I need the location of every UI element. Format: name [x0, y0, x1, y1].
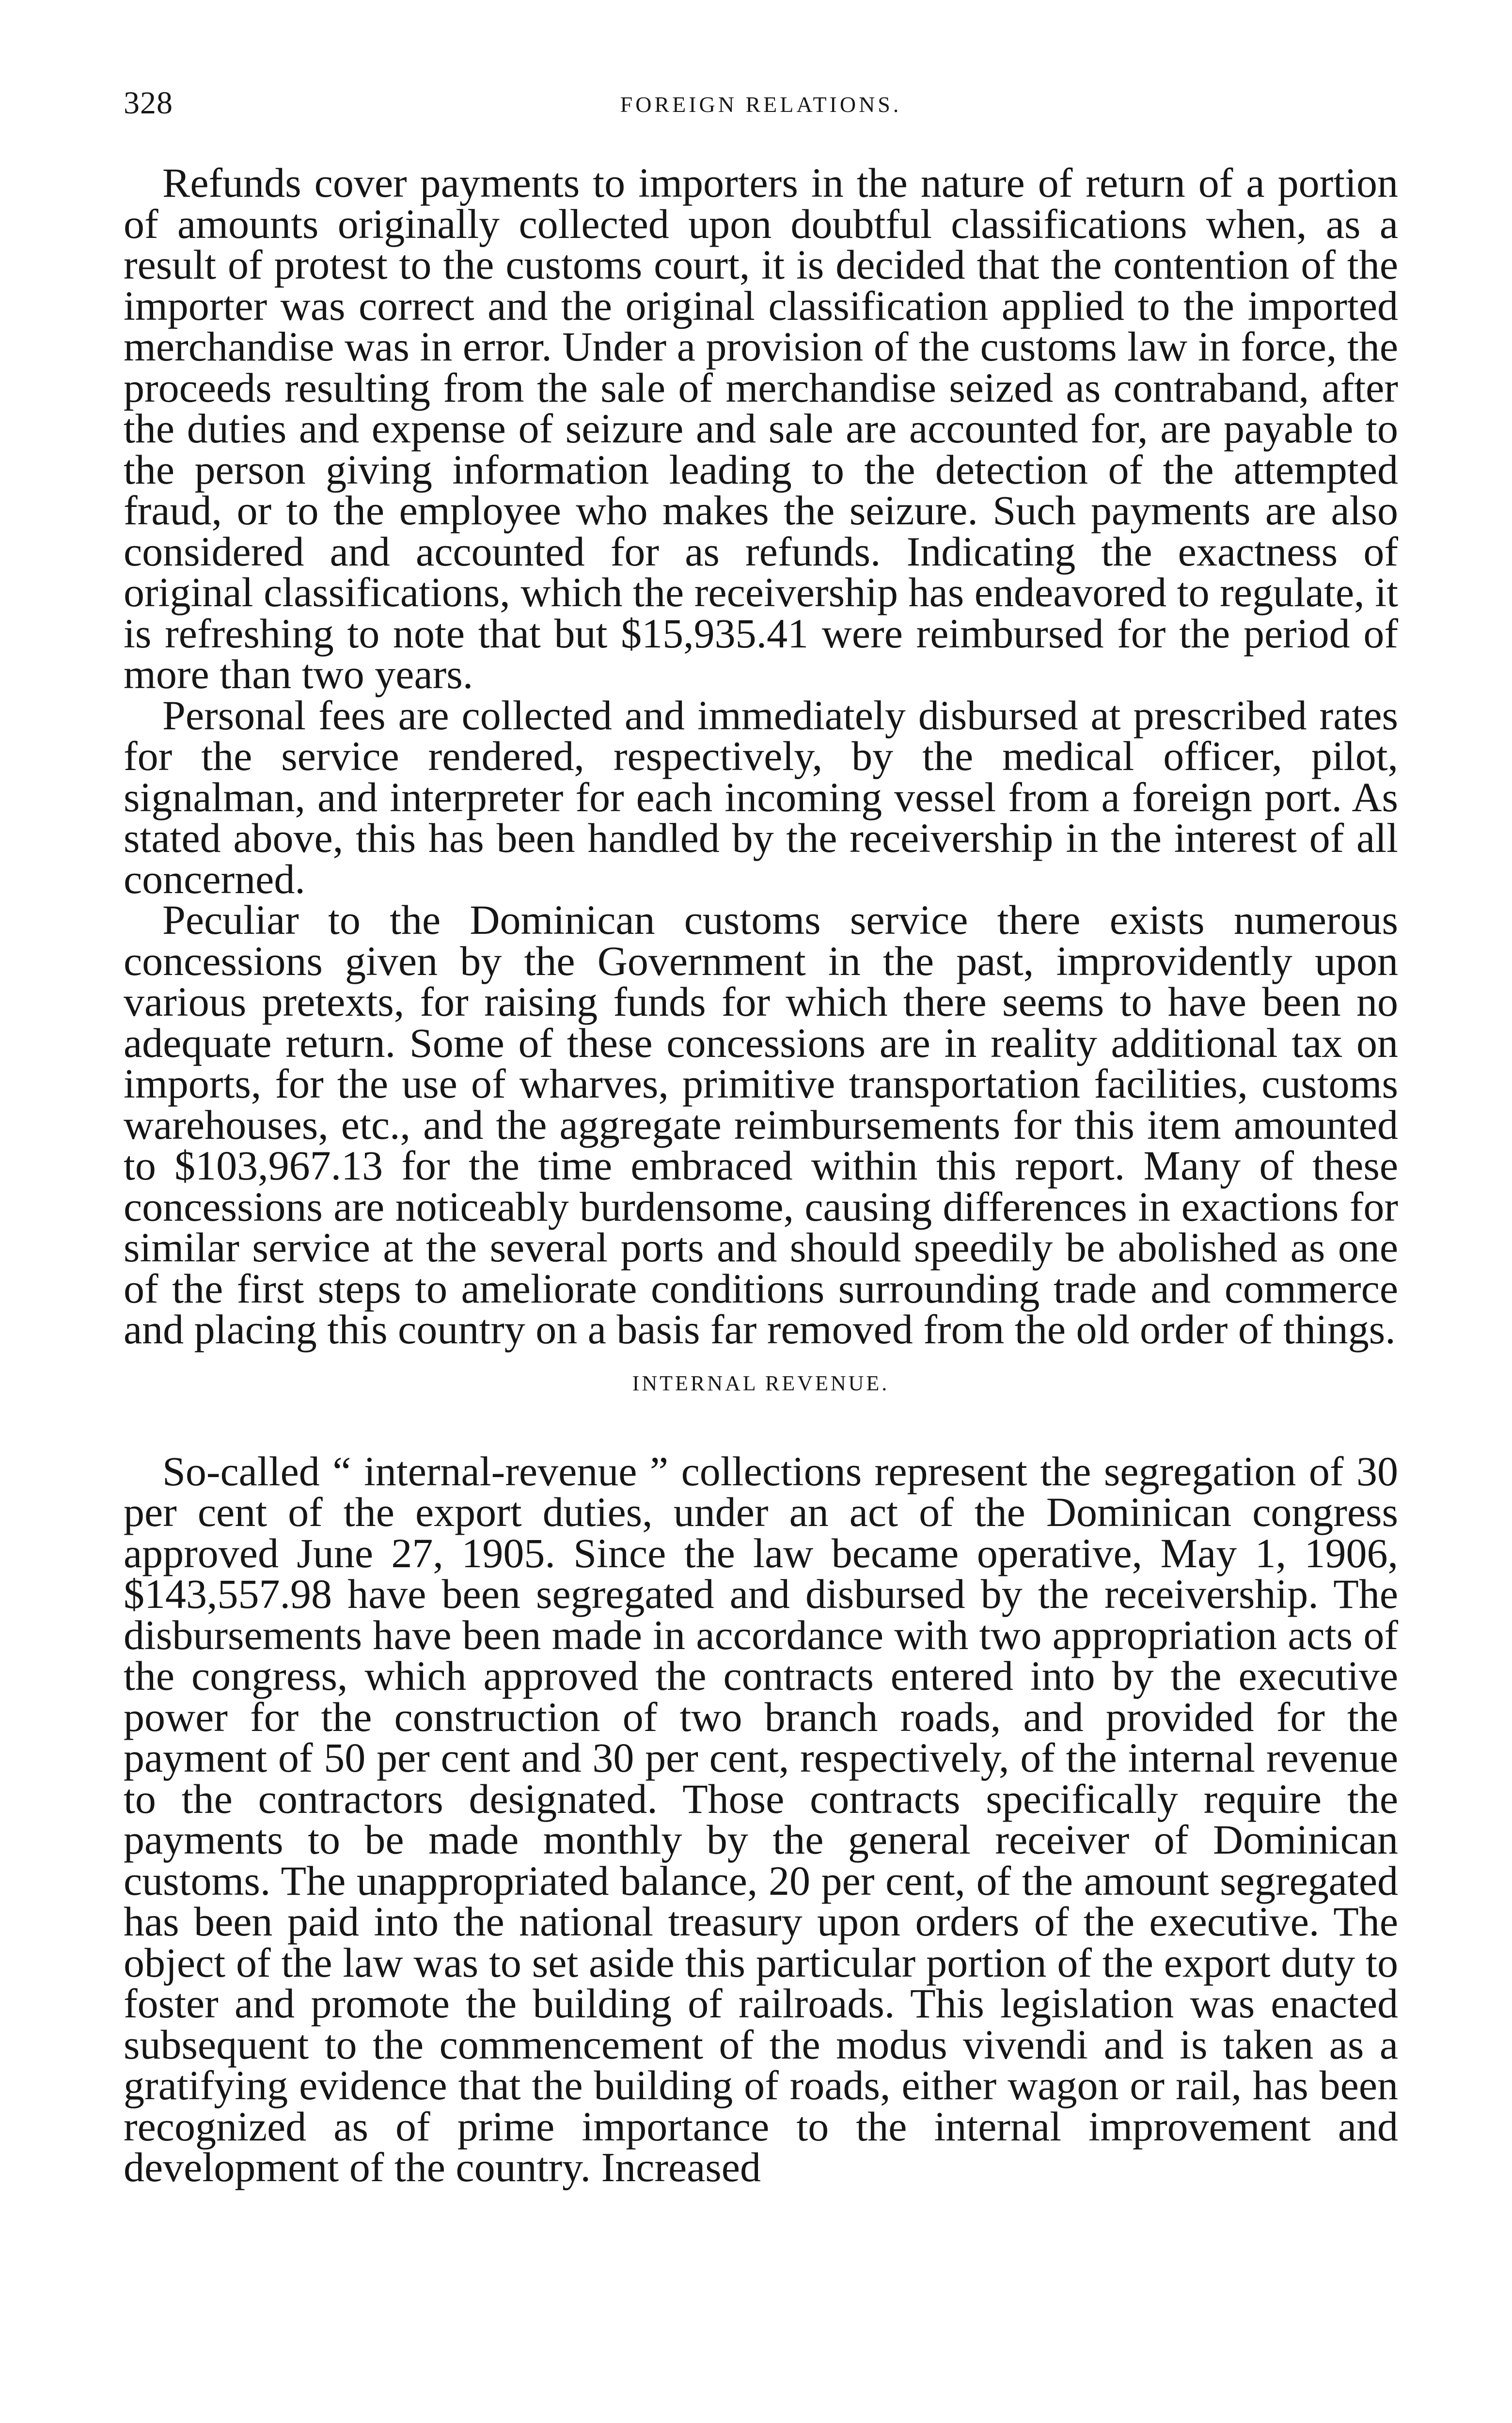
- paragraph-concessions: Peculiar to the Dominican customs service there exists numerous concessions given by the Government in the past, improvidently upon various pretexts, for raising funds for which there seems to have been no adequate return. Some of these concessions are in reality additional tax on imports, for the use of wharves, primitive transportation facilities, customs warehouses, etc., and the aggregate reimbursements for this item amounted to $103,967.13 for the time embraced within this report. Many of these concessions are noticeably burdensome, causing differences in exactions for similar service at the several ports and should speedily be abolished as one of the first steps to ameliorate conditions surrounding trade and commerce and placing this country on a basis far removed from the old order of things.: [124, 897, 1398, 1353]
- body-text: [124, 159, 1398, 2190]
- page-header: [124, 86, 1398, 120]
- page-number: 328: [124, 85, 173, 121]
- paragraph-personal-fees: Personal fees are collected and immediately disbursed at prescribed rates for the service rendered, respectively, by the medical officer, pilot, signalman, and interpreter for each incoming vessel from a foreign port. As stated above, this has been handled by the receivership in the interest of all concerned.: [124, 692, 1398, 902]
- running-head: FOREIGN RELATIONS.: [620, 92, 902, 117]
- paragraph-internal-revenue: So-called “ internal-revenue ” collections represent the segregation of 30 per cent of the export duties, under an act of the Dominican congress approved June 27, 1905. Since the law became operative, May 1, 1906, $143,557.98 have been segregated and disbursed by the receivership. The disbursements have been made in accordance with two appropriation acts of the congress, which approved the contracts entered into by the executive power for the construction of two branch roads, and provided for the payment of 50 per cent and 30 per cent, respectively, of the internal revenue to the contractors designated. Those contracts specifically require the payments to be made monthly by the general receiver of Dominican customs. The unappropriated balance, 20 per cent, of the amount segregated has been paid into the national treasury upon orders of the executive. The object of the law was to set aside this particular portion of the export duty to foster and promote the building of railroads. This legislation was enacted subsequent to the commencement of the modus vivendi and is taken as a gratifying evidence that the building of roads, either wagon or rail, has been recognized as of prime importance to the internal improvement and development of the country. Increased: [124, 1448, 1398, 2190]
- paragraph-refunds: Refunds cover payments to importers in the nature of return of a portion of amounts originally collected upon doubtful classifications when, as a result of protest to the customs court, it is decided that the contention of the importer was correct and the original classification applied to the imported merchandise was in error. Under a provision of the customs law in force, the proceeds resulting from the sale of merchandise seized as contraband, after the duties and expense of seizure and sale are accounted for, are payable to the person giving information leading to the detection of the attempted fraud, or to the employee who makes the seizure. Such payments are also considered and accounted for as refunds. Indicating the exactness of original classifications, which the receivership has endeavored to regulate, it is refreshing to note that but $15,935.41 were reimbursed for the period of more than two years.: [124, 159, 1398, 697]
- section-heading-internal-revenue: INTERNAL REVENUE.: [632, 1371, 890, 1395]
